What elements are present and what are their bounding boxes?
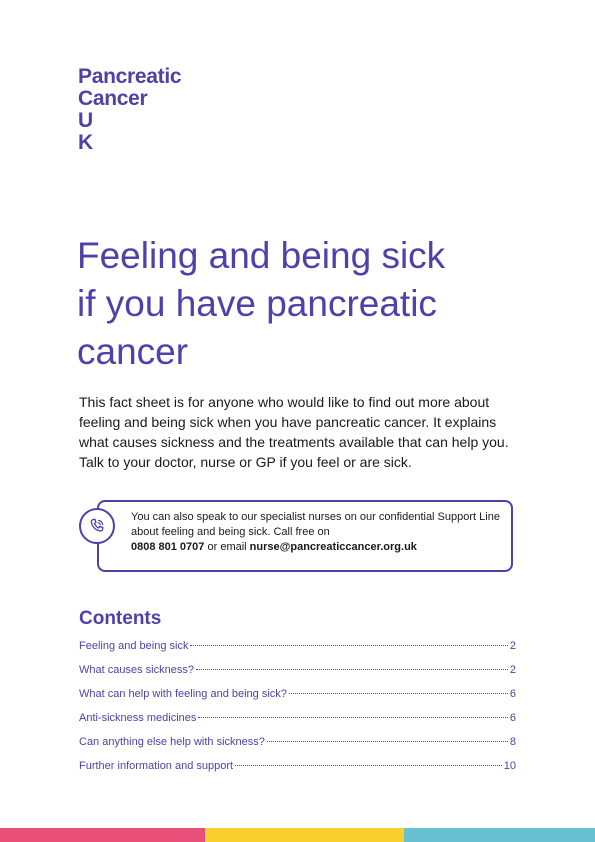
stripe-pink [0,828,205,842]
title-line-3: cancer [77,331,189,372]
logo-line-2: Cancer [78,87,148,110]
logo-line-4: K [78,131,93,154]
toc-leader [190,645,507,646]
toc-page: 8 [509,736,516,748]
toc-item[interactable] [79,712,516,736]
page-title [77,232,557,376]
logo-line-1: Pancreatic [78,65,182,88]
toc-item[interactable] [79,640,516,664]
contents-heading: Contents [79,608,162,629]
intro-paragraph: This fact sheet is for anyone who would like to find out more about feeling and being sick when you have pancreatic cancer. It explains what causes sickness and the treatments available that can help you. Talk to your doctor, nurse or GP if you feel or are sick. [79,394,509,470]
table-of-contents [79,640,516,784]
toc-leader [235,765,502,766]
phone-number[interactable]: 0808 801 0707 [131,541,205,553]
or-email-text: or email [207,541,247,553]
toc-page: 10 [503,760,516,772]
stripe-blue [404,828,595,842]
toc-page: 2 [509,640,516,652]
toc-page: 2 [509,664,516,676]
toc-label: Anti-sickness medicines [79,712,197,724]
phone-icon [79,508,115,544]
toc-label: What can help with feeling and being sick? [79,688,287,700]
toc-leader [289,693,508,694]
toc-item[interactable] [79,760,516,784]
email-address[interactable]: nurse@pancreaticcancer.org.uk [249,541,417,553]
toc-item[interactable] [79,664,516,688]
toc-leader [198,717,508,718]
toc-label: Feeling and being sick [79,640,189,652]
toc-page: 6 [509,688,516,700]
toc-page: 6 [509,712,516,724]
toc-item[interactable] [79,736,516,760]
toc-label: Further information and support [79,760,234,772]
toc-leader [196,669,508,670]
footer-color-stripes [0,828,595,842]
toc-item[interactable] [79,688,516,712]
toc-leader [267,741,508,742]
toc-label: What causes sickness? [79,664,194,676]
title-line-2: if you have pancreatic [77,283,437,324]
stripe-yellow [205,828,404,842]
logo [78,66,181,154]
callout-text [131,510,511,555]
title-line-1: Feeling and being sick [77,235,446,276]
toc-label: Can anything else help with sickness? [79,736,265,748]
callout-body: You can also speak to our specialist nurses on our confidential Support Line about feeling and being sick. Call free on [131,511,500,538]
logo-line-3: U [78,109,93,132]
